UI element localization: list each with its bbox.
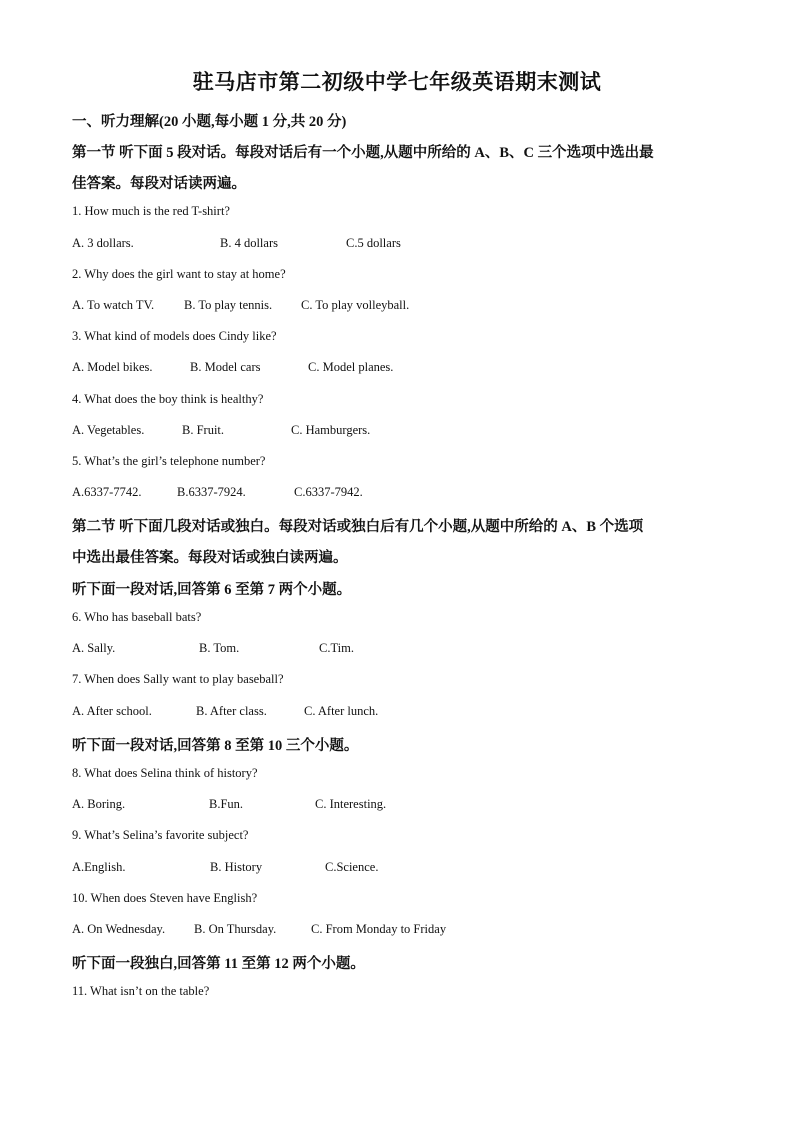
- option-c: C. Interesting.: [315, 797, 387, 811]
- question-4: 4. What does the boy think is healthy?: [72, 392, 264, 406]
- option-a: A. Sally.: [72, 641, 116, 655]
- option-a: A. 3 dollars.: [72, 236, 134, 250]
- option-a: A. To watch TV.: [72, 298, 155, 312]
- option-a: A. Vegetables.: [72, 423, 145, 437]
- option-a: A. Model bikes.: [72, 360, 153, 374]
- question-5: 5. What’s the girl’s telephone number?: [72, 454, 266, 468]
- section2-instructions-line2: 中选出最佳答案。每段对话或独白读两遍。: [72, 550, 348, 566]
- dialog2-heading: 听下面一段对话,回答第 8 至第 10 三个小题。: [72, 738, 359, 754]
- question-8: 8. What does Selina think of history?: [72, 766, 258, 780]
- option-b: B. On Thursday.: [194, 922, 277, 936]
- option-b: B. To play tennis.: [184, 298, 273, 312]
- question-3: 3. What kind of models does Cindy like?: [72, 329, 277, 343]
- option-c: C. Model planes.: [308, 360, 394, 374]
- option-c: C.Science.: [325, 860, 379, 874]
- option-c: C.5 dollars: [346, 236, 401, 250]
- option-b: B.Fun.: [209, 797, 244, 811]
- question-9: 9. What’s Selina’s favorite subject?: [72, 828, 249, 842]
- option-b: B. 4 dollars: [220, 236, 278, 250]
- option-b: B. History: [210, 860, 263, 874]
- option-c: C. Hamburgers.: [291, 423, 371, 437]
- part1-heading: 一、听力理解(20 小题,每小题 1 分,共 20 分): [72, 114, 347, 130]
- question-6: 6. Who has baseball bats?: [72, 610, 202, 624]
- page-title: 驻马店市第二初级中学七年级英语期末测试: [192, 70, 602, 94]
- section2-instructions-line1: 第二节 听下面几段对话或独白。每段对话或独白后有几个小题,从题中所给的 A、B 个选项: [72, 519, 644, 535]
- option-a: A. On Wednesday.: [72, 922, 166, 936]
- section1-instructions-line1: 第一节 听下面 5 段对话。每段对话后有一个小题,从题中所给的 A、B、C 三个选项中选出最: [72, 145, 654, 161]
- option-c: C.Tim.: [319, 641, 354, 655]
- option-b: B. After class.: [196, 704, 267, 718]
- monologue-heading: 听下面一段独白,回答第 11 至第 12 两个小题。: [72, 956, 365, 972]
- dialog1-heading: 听下面一段对话,回答第 6 至第 7 两个小题。: [72, 582, 352, 598]
- option-a: A.English.: [72, 860, 126, 874]
- question-11: 11. What isn’t on the table?: [72, 984, 210, 998]
- option-b: B. Tom.: [199, 641, 240, 655]
- option-a: A.6337-7742.: [72, 485, 142, 499]
- question-10: 10. When does Steven have English?: [72, 891, 258, 905]
- section1-instructions-line2: 佳答案。每段对话读两遍。: [72, 176, 246, 192]
- option-c: C. After lunch.: [304, 704, 379, 718]
- option-c: C. To play volleyball.: [301, 298, 410, 312]
- option-c: C. From Monday to Friday: [311, 922, 447, 936]
- question-7: 7. When does Sally want to play baseball?: [72, 672, 284, 686]
- option-b: B. Model cars: [190, 360, 261, 374]
- question-2: 2. Why does the girl want to stay at home?: [72, 267, 286, 281]
- option-b: B. Fruit.: [182, 423, 225, 437]
- question-1: 1. How much is the red T-shirt?: [72, 204, 230, 218]
- option-a: A. After school.: [72, 704, 152, 718]
- option-c: C.6337-7942.: [294, 485, 363, 499]
- option-b: B.6337-7924.: [177, 485, 246, 499]
- option-a: A. Boring.: [72, 797, 126, 811]
